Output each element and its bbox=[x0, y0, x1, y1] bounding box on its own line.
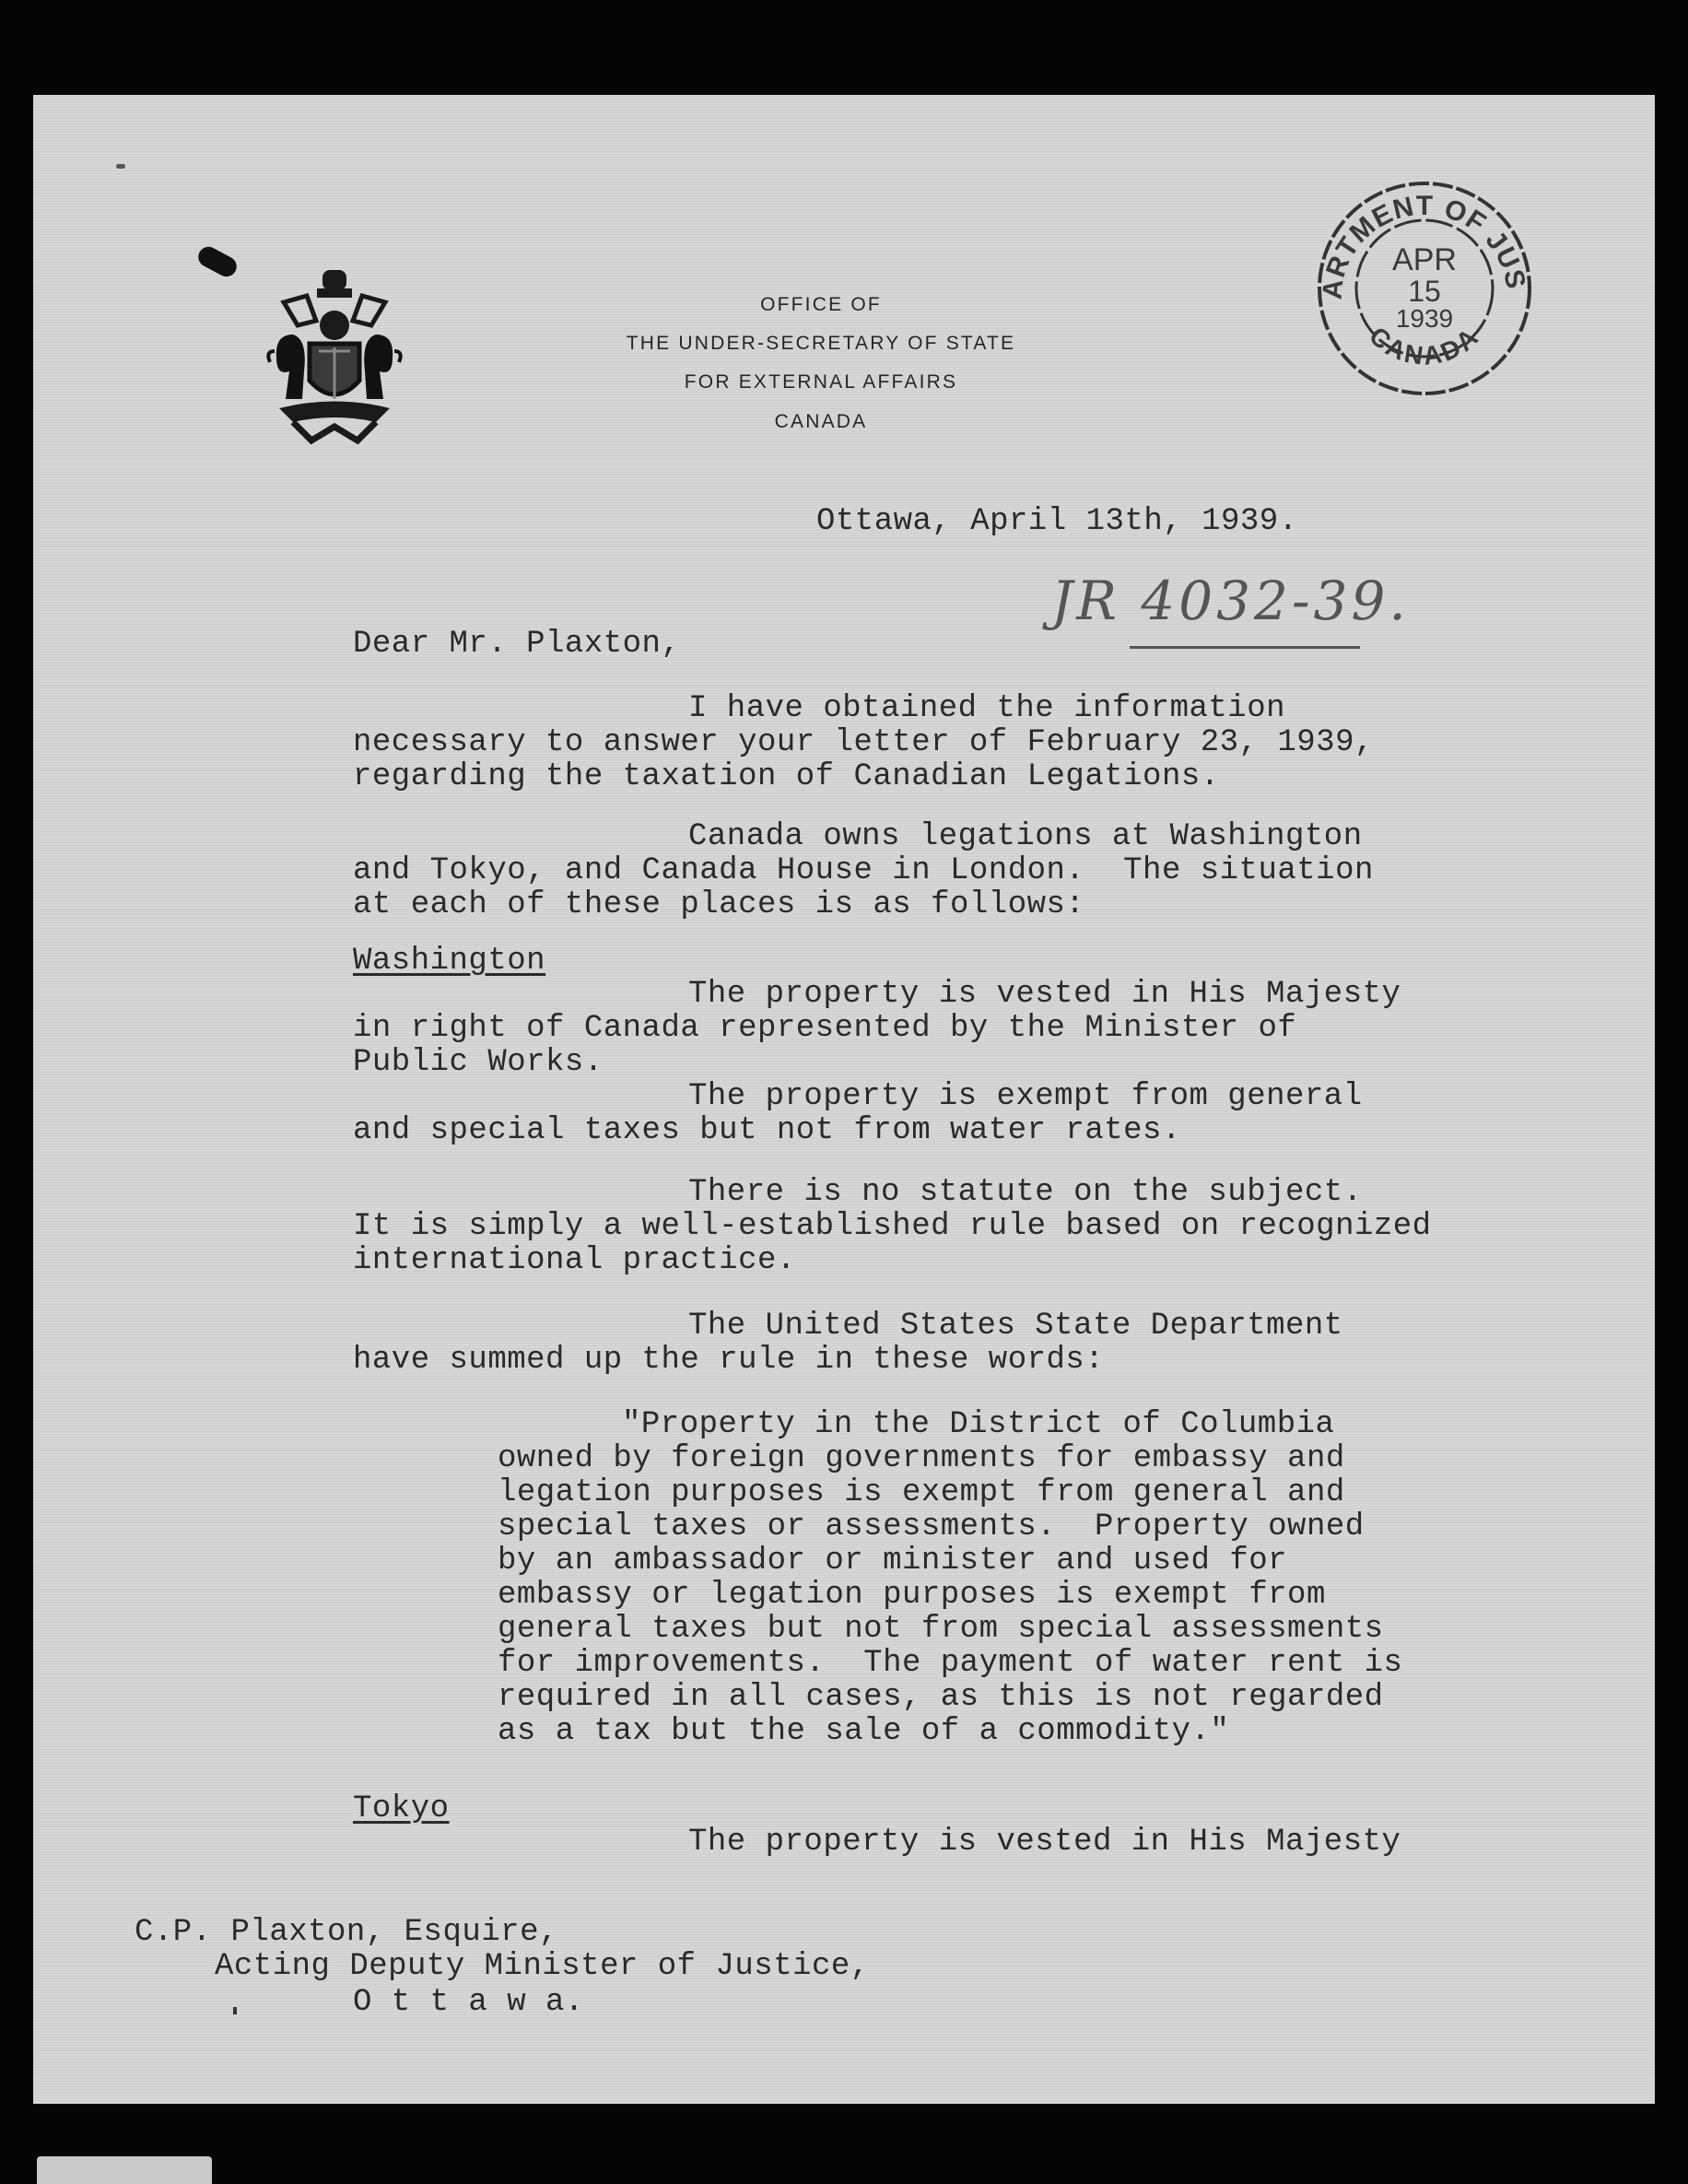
paragraph-line: international practice. bbox=[353, 1243, 796, 1278]
date-line: Ottawa, April 13th, 1939. bbox=[816, 504, 1298, 539]
paragraph-line: necessary to answer your letter of February 23, 1939, bbox=[353, 725, 1374, 760]
quote-line: owned by foreign governments for embassy and bbox=[498, 1441, 1345, 1476]
salutation: Dear Mr. Plaxton, bbox=[353, 627, 681, 662]
letter-page bbox=[33, 95, 1655, 2104]
ink-speck bbox=[116, 164, 125, 169]
paragraph-line: The property is exempt from general bbox=[688, 1079, 1363, 1114]
paragraph-line: The United States State Department bbox=[688, 1309, 1343, 1344]
ink-blot-mark bbox=[194, 243, 240, 280]
paragraph-line: regarding the taxation of Canadian Legations. bbox=[353, 759, 1220, 794]
paragraph-statute bbox=[353, 1176, 1432, 1278]
paragraph-tokyo-vesting: The property is vested in His Majesty bbox=[688, 1825, 1401, 1860]
section-heading-washington: Washington bbox=[353, 944, 546, 979]
coat-of-arms-icon bbox=[265, 270, 404, 445]
section-heading-tokyo: Tokyo bbox=[353, 1791, 450, 1826]
paragraph-washington-exempt bbox=[353, 1080, 1363, 1148]
recipient-title: Acting Deputy Minister of Justice, bbox=[215, 1949, 870, 1984]
ink-speck bbox=[233, 2007, 237, 2014]
letterhead-line-2: THE UNDER-SECRETARY OF STATE bbox=[626, 333, 1016, 354]
letterhead-line-1: OFFICE OF bbox=[760, 294, 882, 315]
quote-line: as a tax but the sale of a commodity." bbox=[498, 1714, 1230, 1749]
quote-line: by an ambassador or minister and used for bbox=[498, 1544, 1288, 1579]
paragraph-line: have summed up the rule in these words: bbox=[353, 1343, 1105, 1378]
paragraph-line: and Tokyo, and Canada House in London. The situation bbox=[353, 853, 1374, 888]
paragraph-line: There is no statute on the subject. bbox=[688, 1175, 1363, 1210]
quote-line: embassy or legation purposes is exempt from bbox=[498, 1578, 1326, 1613]
quote-line: legation purposes is exempt from general and bbox=[498, 1475, 1345, 1510]
letterhead-line-4: CANADA bbox=[774, 411, 868, 432]
paragraph-line: I have obtained the information bbox=[688, 691, 1286, 726]
recipient-city: O t t a w a. bbox=[353, 1985, 584, 2020]
quote-line: required in all cases, as this is not regarded bbox=[498, 1680, 1384, 1715]
paragraph-line: Canada owns legations at Washington bbox=[688, 819, 1363, 854]
quote-line: general taxes but not from special assessments bbox=[498, 1612, 1384, 1647]
file-number-underline bbox=[1130, 646, 1360, 649]
stamp-department-text: ARTMENT OF JUS bbox=[1317, 190, 1531, 301]
paragraph-line: at each of these places is as follows: bbox=[353, 887, 1085, 922]
stamp-day: 15 bbox=[1408, 275, 1441, 308]
paragraph-state-department bbox=[353, 1309, 1343, 1378]
paragraph-line: The property is vested in His Majesty bbox=[688, 977, 1401, 1012]
stamp-month: APR bbox=[1392, 242, 1457, 277]
quote-line: "Property in the District of Columbia bbox=[622, 1407, 1335, 1442]
paragraph-line: in right of Canada represented by the Minister of bbox=[353, 1011, 1297, 1046]
stamp-year: 1939 bbox=[1395, 304, 1454, 333]
paragraph-legations bbox=[353, 820, 1374, 922]
paragraph-line: It is simply a well-established rule based on recognized bbox=[353, 1209, 1432, 1244]
block-quote bbox=[498, 1408, 1402, 1749]
stamp-canada-text: CANADA bbox=[1364, 321, 1485, 370]
received-date-stamp bbox=[1314, 178, 1535, 399]
paragraph-washington-vesting bbox=[353, 978, 1401, 1080]
scan-margin-label bbox=[37, 2156, 212, 2184]
paragraph-intro bbox=[353, 692, 1374, 794]
handwritten-file-number: JR 4032-39. bbox=[1051, 569, 1410, 632]
letterhead-line-3: FOR EXTERNAL AFFAIRS bbox=[684, 371, 958, 393]
paragraph-line: Public Works. bbox=[353, 1045, 604, 1080]
quote-line: special taxes or assessments. Property owned bbox=[498, 1509, 1365, 1544]
quote-line: for improvements. The payment of water rent is bbox=[498, 1646, 1403, 1681]
recipient-name: C.P. Plaxton, Esquire, bbox=[135, 1915, 558, 1950]
paragraph-line: and special taxes but not from water rates. bbox=[353, 1113, 1181, 1148]
